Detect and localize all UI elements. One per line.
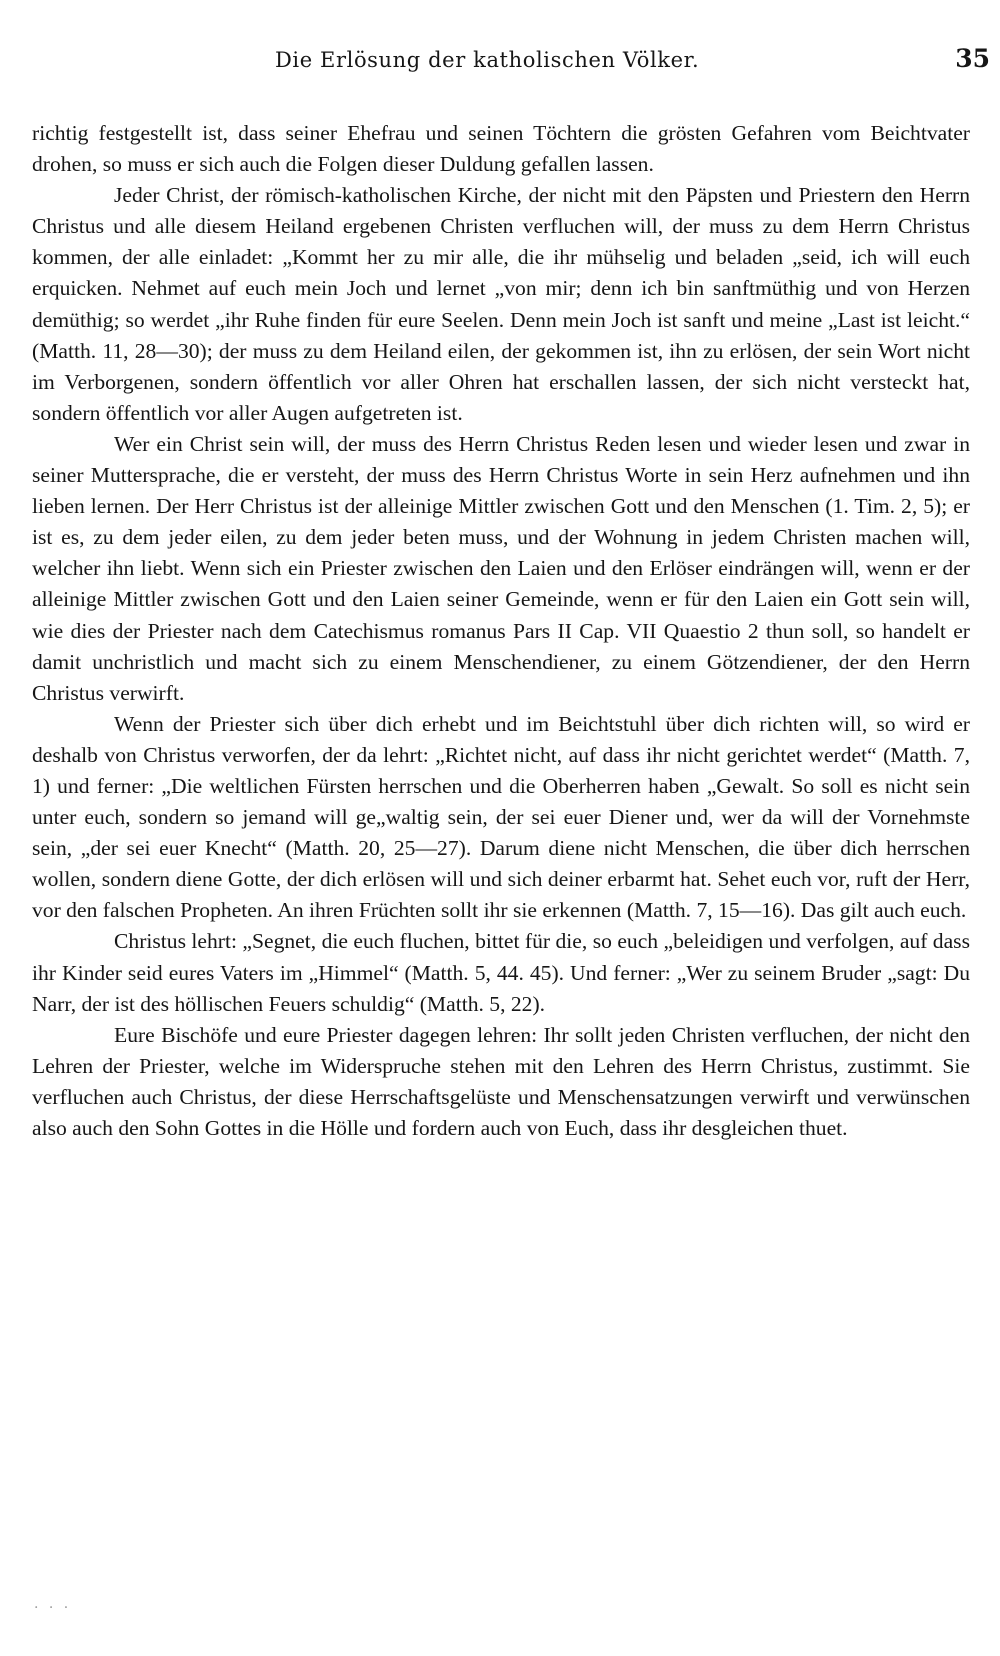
page-number: 35	[955, 44, 990, 73]
page-header	[30, 44, 990, 88]
running-title: Die Erlösung der katholischen Völker.	[275, 48, 700, 72]
paragraph: Eure Bischöfe und eure Priester dagegen lehren: Ihr sollt jeden Christen verfluchen, der nicht den Lehren der Priester, welche im Widerspruche stehen mit den Lehren des Herrn Christus, zustimmt. Sie verfluchen auch Christus, der diese Herrschaftsgelüste und Menschensatzungen verwirft und verwünschen also auch den Sohn Gottes in die Hölle und fordern auch von Euch, dass ihr desgleichen thuet.	[32, 1022, 970, 1140]
body-text	[32, 118, 970, 1144]
paragraph-continuation: richtig festgestellt ist, dass seiner Ehefrau und seinen Töchtern die grösten Gefahren vom Beichtvater drohen, so muss er sich auch die Folgen dieser Duldung gefallen lassen.	[32, 121, 970, 177]
footer-marks: · · ·	[34, 1600, 72, 1616]
paragraph: Wer ein Christ sein will, der muss des Herrn Christus Reden lesen und wieder lesen und zwar in seiner Muttersprache, die er versteht, der muss des Herrn Christus Worte in sein Herz aufnehmen und ihn lieben lernen. Der Herr Christus ist der alleinige Mittler zwischen Gott und den Menschen (1. Tim. 2, 5); er ist es, zu dem jeder eilen, zu dem jeder beten muss, und der Wohnung in jedem Christen machen will, welcher ihn liebt. Wenn sich ein Priester zwischen den Laien und den Erlöser eindrängen will, wenn er der alleinige Mittler zwischen Gott und den Laien seiner Gemeinde, wenn er für den Laien ein Gott sein will, wie dies der Priester nach dem Catechismus romanus Pars II Cap. VII Quaestio 2 thun soll, so handelt er damit unchristlich und macht sich zu einem Menschendiener, zu einem Götzendiener, der den Herrn Christus verwirft.	[32, 431, 970, 705]
paragraph: Jeder Christ, der römisch-katholischen Kirche, der nicht mit den Päpsten und Priestern den Herrn Christus und alle diesem Heiland ergebenen Christen verfluchen will, der muss zu dem Herrn Christus kommen, der alle einladet: „Kommt her zu mir alle, die ihr mühselig und beladen „seid, ich will euch erquicken. Nehmet auf euch mein Joch und lernet „von mir; denn ich bin sanftmüthig und von Herzen demüthig; so werdet „ihr Ruhe finden für eure Seelen. Denn mein Joch ist sanft und meine „Last ist leicht.“ (Matth. 11, 28—30); der muss zu dem Heiland eilen, der gekommen ist, ihn zu erlösen, der sein Wort nicht im Verborgenen, sondern öffentlich vor aller Ohren hat erschallen lassen, der sich nicht versteckt hat, sondern öffentlich vor aller Augen aufgetreten ist.	[32, 183, 970, 425]
paragraph: Christus lehrt: „Segnet, die euch fluchen, bittet für die, so euch „beleidigen und verfolgen, auf dass ihr Kinder seid eures Vaters im „Himmel“ (Matth. 5, 44. 45). Und ferner: „Wer zu seinem Bruder „sagt: Du Narr, der ist des höllischen Feuers schuldig“ (Matth. 5, 22).	[32, 929, 970, 1016]
paragraph: Wenn der Priester sich über dich erhebt und im Beichtstuhl über dich richten will, so wird er deshalb von Christus verworfen, der da lehrt: „Richtet nicht, auf dass ihr nicht gerichtet werdet“ (Matth. 7, 1) und ferner: „Die weltlichen Fürsten herrschen und die Oberherren haben „Gewalt. So soll es nicht sein unter euch, sondern so jemand will ge„waltig sein, der sei euer Diener und, wer da will der Vornehmste sein, „der sei euer Knecht“ (Matth. 20, 25—27). Darum diene nicht Menschen, die über dich herrschen wollen, sondern diene Gotte, der dich erlösen will und sich deiner erbarmt hat. Sehet euch vor, ruft der Herr, vor den falschen Propheten. An ihren Früchten sollt ihr sie erkennen (Matth. 7, 15—16). Das gilt auch euch.	[32, 711, 970, 923]
